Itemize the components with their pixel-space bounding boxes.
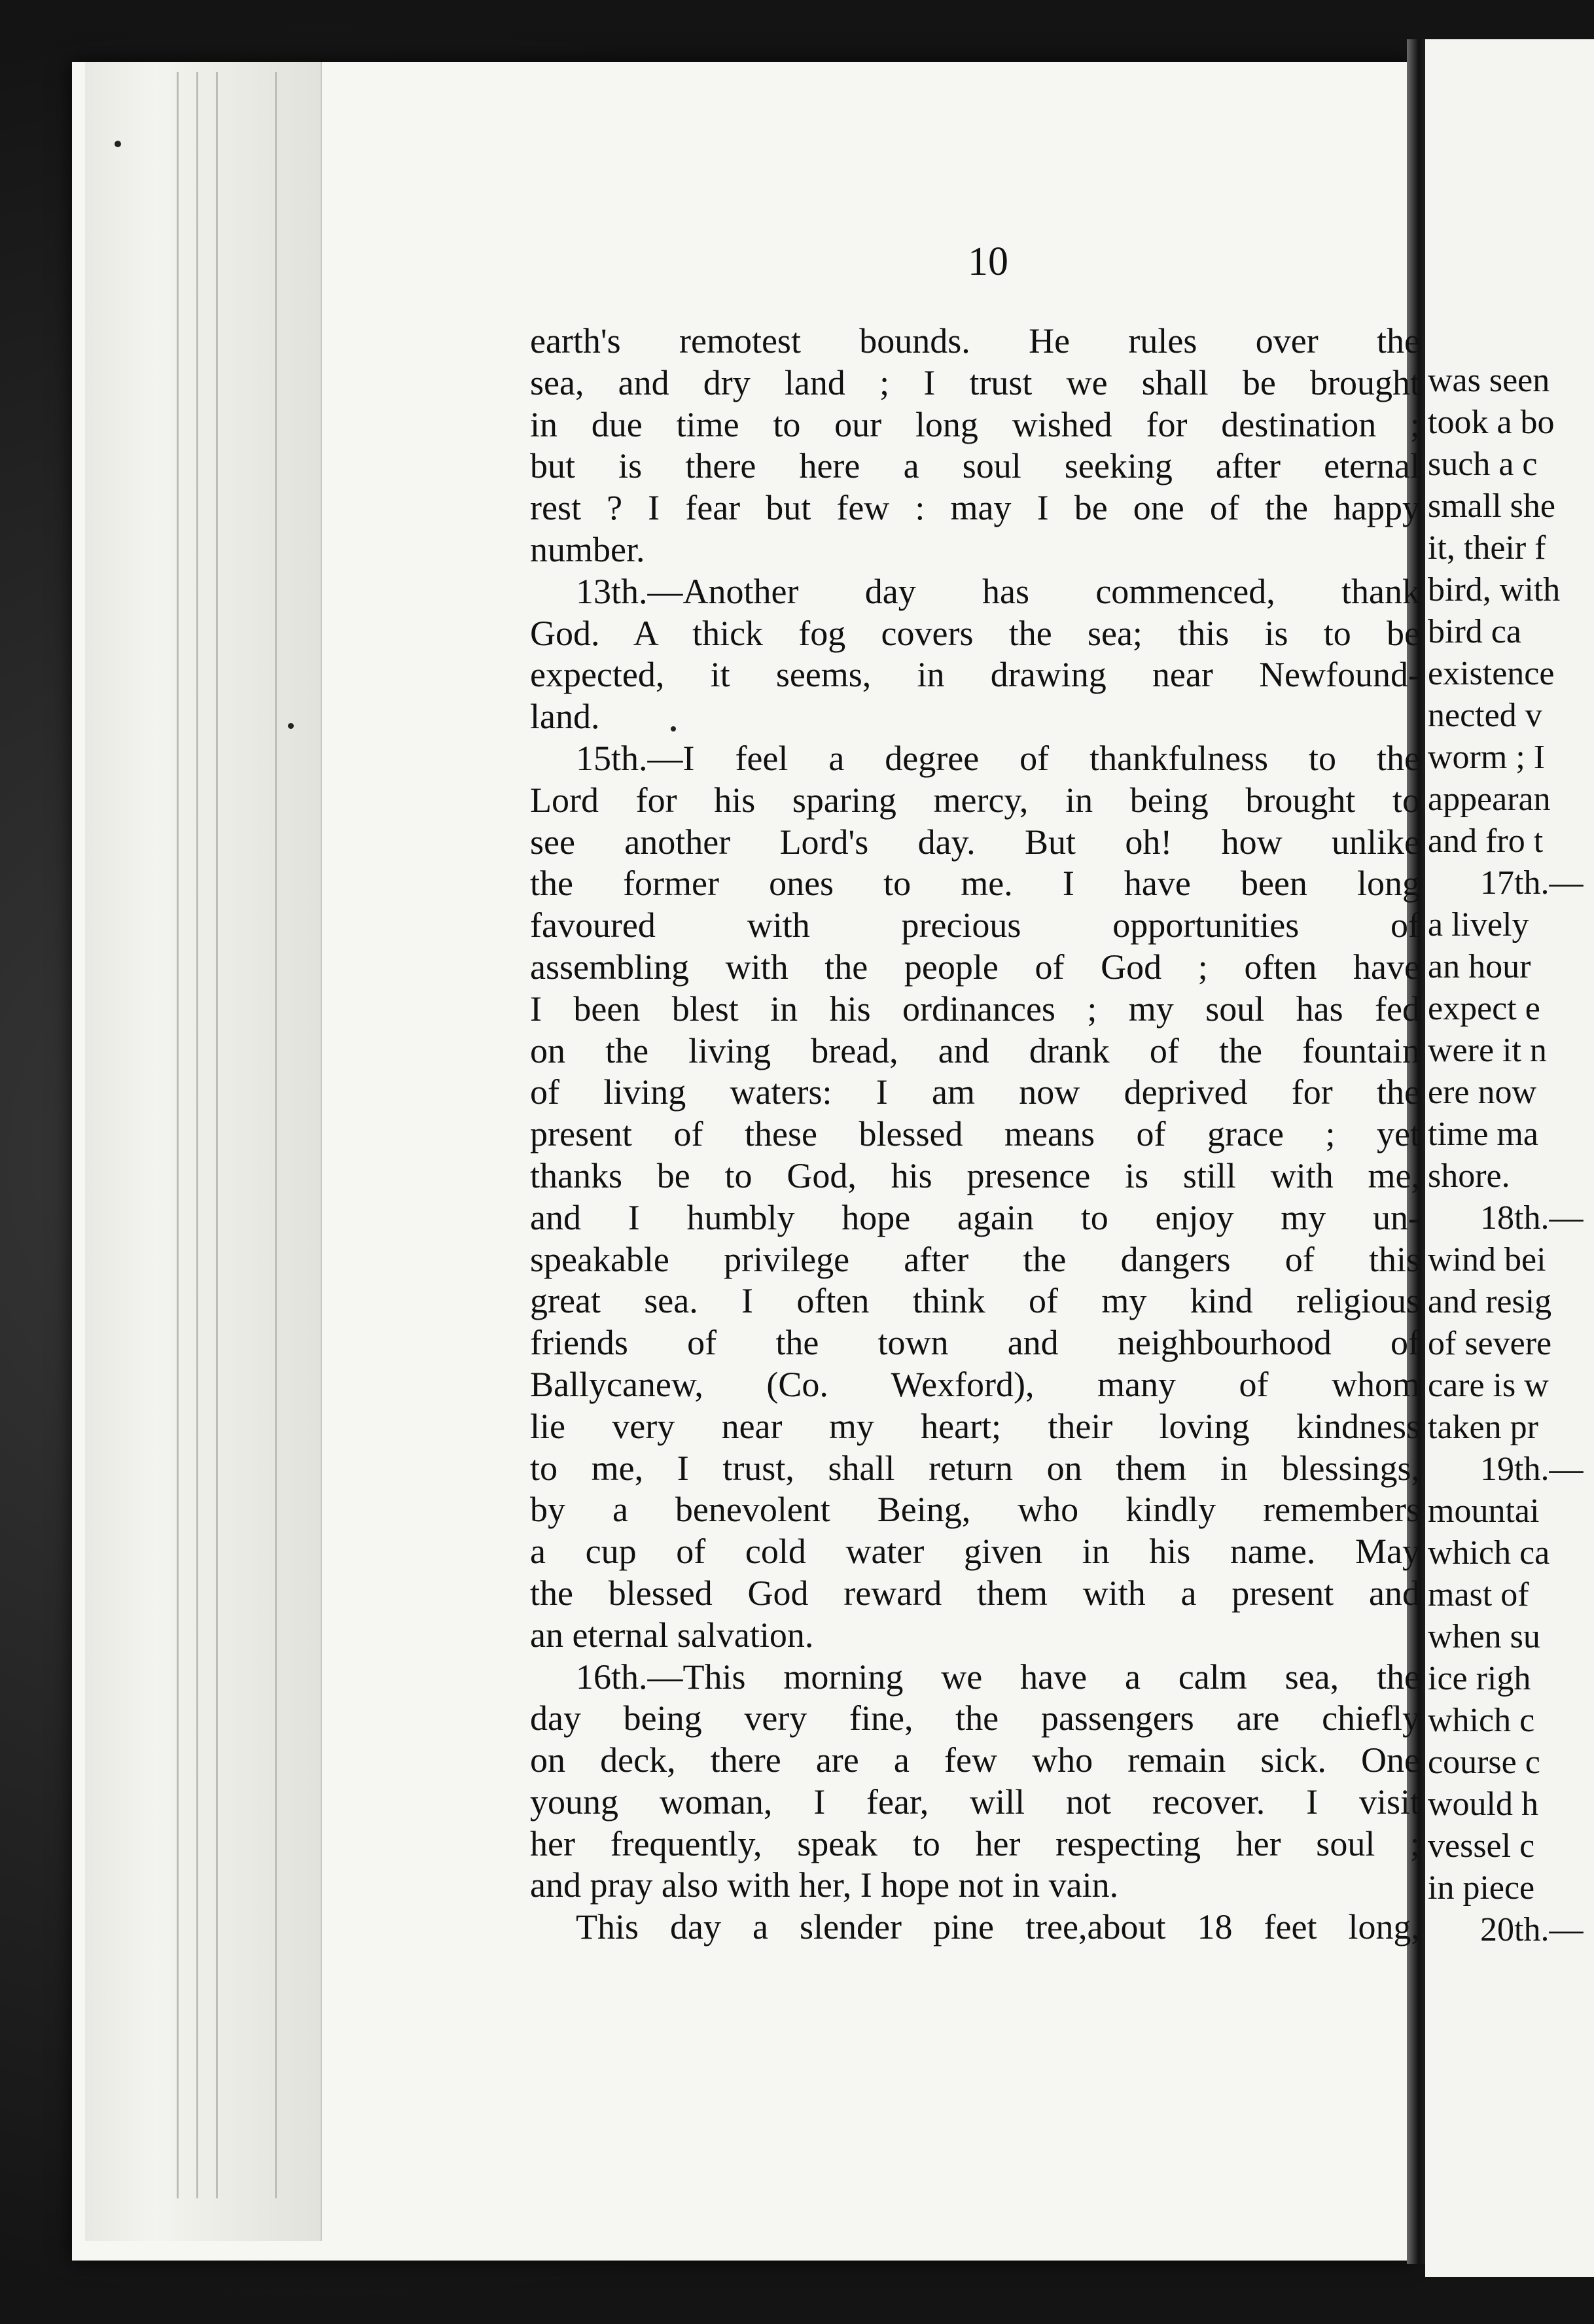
text-line: bird ca [1428, 613, 1521, 650]
binding-line [216, 72, 218, 2198]
text-line: of living waters: I am now deprived for the [530, 1072, 1420, 1112]
text-line: on the living bread, and drank of the fountain [530, 1030, 1420, 1070]
text-line: an eternal salvation. [530, 1615, 814, 1655]
text-line: mast of [1428, 1576, 1529, 1613]
text-line: wind bei [1428, 1241, 1546, 1278]
text-line: care is w [1428, 1367, 1549, 1404]
text-line: by a benevolent Being, who kindly remembers [530, 1490, 1420, 1530]
text-line: present of these blessed means of grace ; yet [530, 1114, 1420, 1154]
text-line: of severe [1428, 1325, 1552, 1362]
text-line: expected, it seems, in drawing near Newfound- [530, 655, 1420, 695]
text-line: speakable privilege after the dangers of this [530, 1239, 1420, 1279]
text-line: mountai [1428, 1492, 1540, 1530]
text-line: a lively [1428, 906, 1529, 943]
text-line: in piece [1428, 1869, 1535, 1907]
text-line: in due time to our long wished for destination ; [530, 404, 1420, 444]
text-line: shore. [1428, 1157, 1510, 1195]
text-line: time ma [1428, 1116, 1538, 1153]
text-line: great sea. I often think of my kind religious [530, 1281, 1420, 1321]
text-line: small she [1428, 487, 1555, 525]
text-line: I been blest in his ordinances ; my soul has fed [530, 989, 1420, 1029]
text-line: taken pr [1428, 1409, 1538, 1446]
text-line: see another Lord's day. But oh! how unlike [530, 822, 1420, 862]
page-number: 10 [968, 239, 1008, 284]
text-line: took a bo [1428, 404, 1555, 441]
text-line: 17th.— [1480, 864, 1584, 902]
text-line: ice righ [1428, 1660, 1531, 1697]
text-line: young woman, I fear, will not recover. I visit [530, 1782, 1420, 1822]
text-line: earth's remotest bounds. He rules over the [530, 321, 1420, 361]
text-line: were it n [1428, 1032, 1547, 1069]
text-line: 13th.—Another day has commenced, thank [576, 571, 1420, 611]
text-line: and pray also with her, I hope not in vain. [530, 1865, 1119, 1905]
text-line: the former ones to me. I have been long [530, 864, 1420, 904]
right-column-text [1428, 360, 1594, 1951]
text-line: 15th.—I feel a degree of thankfulness to the [576, 738, 1420, 778]
text-line: 18th.— [1480, 1199, 1584, 1237]
text-line: assembling with the people of God ; often have [530, 947, 1420, 987]
binding-line [275, 72, 277, 2198]
text-line: 16th.—This morning we have a calm sea, the [576, 1657, 1420, 1697]
binding-line [177, 72, 179, 2198]
text-line: friends of the town and neighbourhood of [530, 1323, 1420, 1363]
text-line: 20th.— [1480, 1911, 1584, 1948]
ink-speck [288, 723, 294, 729]
text-line: was seen [1428, 362, 1550, 399]
text-line: appearan [1428, 781, 1551, 818]
text-line: and I humbly hope again to enjoy my un- [530, 1197, 1420, 1237]
text-line: bird, with [1428, 571, 1561, 608]
text-line: favoured with precious opportunities of [530, 906, 1420, 945]
text-line: 19th.— [1480, 1451, 1584, 1488]
text-line: Ballycanew, (Co. Wexford), many of whom [530, 1364, 1420, 1404]
text-line: lie very near my heart; their loving kindness [530, 1406, 1420, 1446]
text-line: and resig [1428, 1283, 1552, 1320]
text-line: number. [530, 529, 645, 569]
text-line: thanks be to God, his presence is still with me, [530, 1155, 1420, 1195]
text-line: ere now [1428, 1074, 1537, 1111]
text-line: sea, and dry land ; I trust we shall be brought [530, 362, 1420, 402]
text-line: it, their f [1428, 529, 1546, 567]
text-line: course c [1428, 1744, 1540, 1781]
text-line: God. A thick fog covers the sea; this is to be [530, 613, 1420, 653]
text-line: such a c [1428, 446, 1538, 483]
text-line: to me, I trust, shall return on them in blessings, [530, 1448, 1420, 1488]
text-line: day being very fine, the passengers are chiefly [530, 1699, 1420, 1738]
ink-speck [115, 141, 121, 147]
text-line: expect e [1428, 990, 1540, 1027]
text-line: the blessed God reward them with a present and [530, 1573, 1420, 1613]
text-line: land. [530, 697, 600, 737]
text-line: vessel c [1428, 1827, 1535, 1865]
text-line: but is there here a soul seeking after eternal [530, 446, 1420, 486]
text-line: which ca [1428, 1534, 1550, 1572]
text-line: This day a slender pine tree,about 18 feet long, [576, 1907, 1420, 1947]
binding-line [196, 72, 198, 2198]
text-line: nected v [1428, 697, 1542, 734]
text-line: which c [1428, 1702, 1535, 1739]
left-column-text [530, 321, 1420, 1948]
text-line: on deck, there are a few who remain sick. One [530, 1740, 1420, 1780]
text-line: an hour [1428, 948, 1531, 985]
binding-strip [85, 62, 322, 2241]
text-line: her frequently, speak to her respecting her soul ; [530, 1823, 1420, 1863]
text-line: rest ? I fear but few : may I be one of the happy [530, 488, 1420, 528]
text-line: existence [1428, 655, 1555, 692]
text-line: and fro t [1428, 822, 1544, 860]
text-line: a cup of cold water given in his name. May [530, 1532, 1420, 1572]
text-line: Lord for his sparing mercy, in being brought to [530, 780, 1420, 820]
text-line: when su [1428, 1618, 1540, 1655]
text-line: would h [1428, 1786, 1538, 1823]
text-line: worm ; I [1428, 739, 1546, 776]
